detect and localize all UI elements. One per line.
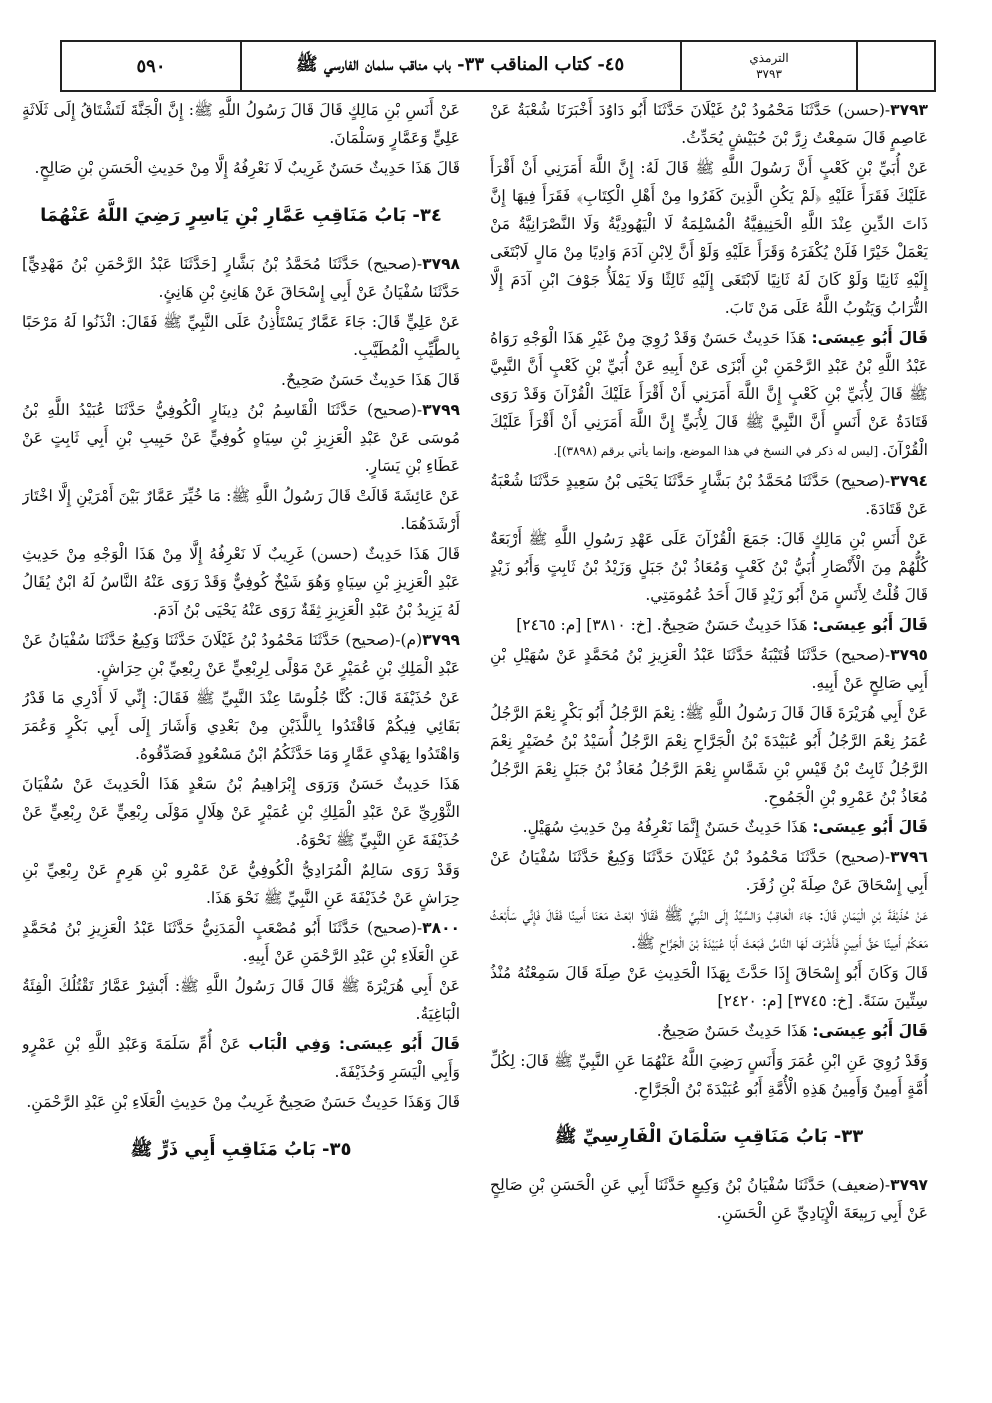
hadith-paragraph (490, 699, 928, 811)
left-column (22, 96, 460, 1386)
author-remark-label: قَالَ أَبُو عِيسَى: (812, 818, 928, 836)
hadith-paragraph (22, 684, 460, 768)
paragraph-text: -(صحيح) حَدَّثَنَا مُحَمَّدُ بْنُ بَشَّارٍ حَدَّثَنَا يَحْيَى بْنُ سَعِيدٍ حَدَّثَنَا شُعْبَةُ عَنْ قَتَادَةَ. (490, 472, 928, 518)
right-column (490, 96, 928, 1386)
hadith-number: ٣٧٩٦ (890, 848, 928, 866)
hadith-number: ٣٧٩٨ (422, 255, 460, 273)
author-remark-label: قَالَ أَبُو عِيسَى: (812, 1022, 928, 1040)
header-divider (856, 42, 858, 90)
hadith-isnad (22, 914, 460, 970)
hadith-isnad (22, 250, 460, 306)
paragraph-text: هَذَا حَدِيثٌ حَسَنٌ صَحِيحٌ. (656, 1022, 813, 1040)
paragraph-text: عَنْ أَنَسِ بْنِ مَالِكٍ قَالَ: جَمَعَ الْقُرْآنَ عَلَى عَهْدِ رَسُولِ اللَّهِ ﷺ أَرْبَعَةٌ كُلُّهُمْ مِنَ الْأَنْصَارِ أُبَيُّ بْنُ كَعْبٍ وَمُعَاذُ بْنُ جَبَلٍ وَزَيْدُ بْنُ ثَابِتٍ وَأَبُو زَيْدٍ قَالَ قُلْتُ لِأَنَسٍ مَنْ أَبُو زَيْدٍ قَالَ أَحَدُ عُمُومَتِي. (490, 530, 928, 604)
paragraph-text: -(صحيح) حَدَّثَنَا الْقَاسِمُ بْنُ دِينَارٍ الْكُوفِيُّ حَدَّثَنَا عُبَيْدُ اللَّهِ بْنُ مُوسَى عَنْ عَبْدِ الْعَزِيزِ بْنِ سِيَاهٍ كُوفِيٍّ عَنْ حَبِيبِ بْنِ أَبِي ثَابِتٍ عَنْ عَطَاءِ بْنِ يَسَارٍ. (22, 401, 460, 475)
hadith-isnad (22, 626, 460, 682)
hadith-isnad (490, 96, 928, 152)
hadith-paragraph (22, 366, 460, 394)
paragraph-text: عَنْ أُبَيِّ بْنِ كَعْبٍ أَنَّ رَسُولَ اللَّهِ ﷺ قَالَ لَهُ: إِنَّ اللَّهَ أَمَرَنِي أَنْ أَقْرَأَ عَلَيْكَ فَقَرَأَ عَلَيْهِ ﴿لَمْ يَكُنِ الَّذِينَ كَفَرُوا مِنْ أَهْلِ الْكِتَابِ﴾ فَقَرَأَ فِيهَا إِنَّ ذَاتَ الدِّينِ عِنْدَ اللَّهِ الْحَنِيفِيَّةُ الْمُسْلِمَةُ لَا الْيَهُودِيَّةُ وَلَا النَّصْرَانِيَّةُ مَنْ يَعْمَلْ خَيْرًا فَلَنْ يُكْفَرَهُ وَقَرَأَ عَلَيْهِ وَلَوْ أَنَّ لِابْنِ آدَمَ وَادِيًا مِنْ مَالٍ لَابْتَغَى إِلَيْهِ ثَانِيًا وَلَوْ كَانَ لَهُ ثَانِيًا لَابْتَغَى إِلَيْهِ ثَالِثًا وَلَا يَمْلَأُ جَوْفَ ابْنِ آدَمَ إِلَّا التُّرَابُ وَيَتُوبُ اللَّهُ عَلَى مَنْ تَابَ. (490, 159, 928, 317)
paragraph-text: عَنْ حُذَيْفَةَ قَالَ: كُنَّا جُلُوسًا عِنْدَ النَّبِيِّ ﷺ فَقَالَ: إِنِّي لَا أَدْرِي مَا قَدْرُ بَقَائِي فِيكُمْ فَاقْتَدُوا بِاللَّذَيْنِ مِنْ بَعْدِي وَأَشَارَ إِلَى أَبِي بَكْرٍ وَعُمَرَ وَاهْتَدُوا بِهَدْيِ عَمَّارٍ وَمَا حَدَّثَكُمُ ابْنُ مَسْعُودٍ فَصَدِّقُوهُ. (22, 689, 460, 763)
hadith-paragraph (490, 525, 928, 609)
hadith-paragraph (22, 154, 460, 182)
header-ref-number: ٣٧٩٣ (756, 67, 782, 81)
commentary-paragraph (490, 324, 928, 465)
hadith-number: ٣٧٩٧ (890, 1176, 928, 1194)
hadith-number: ٣٧٩٩ (422, 631, 460, 649)
hadith-isnad (490, 641, 928, 697)
paragraph-text: -(صحيح) حَدَّثَنَا قُتَيْبَةُ حَدَّثَنَا عَبْدُ الْعَزِيزِ بْنُ مُحَمَّدٍ عَنْ سُهَيْلِ بْنِ أَبِي صَالِحٍ عَنْ أَبِيهِ. (490, 646, 928, 692)
paragraph-text: عَنْ حُذَيْفَةَ بْنِ الْيَمَانِ قَالَ: جَاءَ الْعَاقِبُ وَالسَّيِّدُ إِلَى النَّبِيِّ ﷺ فَقَالَا ابْعَثْ مَعَنَا أَمِينًا فَقَالَ فَإِنِّي سَأَبْعَثُ مَعَكُمْ أَمِينًا حَقَّ أَمِينٍ فَأَشْرَفَ لَهَا النَّاسُ فَبَعَثَ أَبَا عُبَيْدَةَ بْنَ الْجَرَّاحِ ﷺ. (490, 906, 928, 952)
paragraph-text: -(صحيح) حَدَّثَنَا مَحْمُودُ بْنُ غَيْلَانَ حَدَّثَنَا وَكِيعٌ حَدَّثَنَا سُفْيَانُ عَنْ أَبِي إِسْحَاقَ عَنْ صِلَةَ بْنِ زُفَرَ. (490, 848, 928, 894)
hadith-isnad (490, 1171, 928, 1227)
hadith-paragraph (22, 1088, 460, 1116)
header-empty-cell (858, 42, 934, 90)
hadith-isnad (490, 467, 928, 523)
paragraph-text: -(صحيح) حَدَّثَنَا أَبُو مُصْعَبٍ الْمَدَنِيُّ حَدَّثَنَا عَبْدُ الْعَزِيزِ بْنُ مُحَمَّدٍ عَنِ الْعَلَاءِ بْنِ عَبْدِ الرَّحْمَنِ عَنْ أَبِيهِ. (22, 919, 460, 965)
section-heading: ٣٣- بَابُ مَنَاقِبِ سَلْمَانَ الْفَارِسِيِّ ﷺ (554, 1126, 864, 1147)
paragraph-text: عَنْ أَبِي هُرَيْرَةَ ﷺ قَالَ قَالَ رَسُولُ اللَّهِ ﷺ: أَبْشِرْ عَمَّارُ تَقْتُلُكَ الْفِئَةُ الْبَاغِيَةُ. (22, 977, 460, 1023)
paragraph-text: -(ضعيف) حَدَّثَنَا سُفْيَانُ بْنُ وَكِيعٍ حَدَّثَنَا أَبِي عَنِ الْحَسَنِ بْنِ صَالِحٍ عَنْ أَبِي رَبِيعَةَ الْإِيَادِيِّ عَنِ الْحَسَنِ. (490, 1176, 928, 1222)
author-remark-label: قَالَ أَبُو عِيسَى: وَفِي الْبَاب (248, 1035, 460, 1053)
header-divider (680, 42, 682, 90)
hadith-paragraph (22, 972, 460, 1028)
paragraph-text: هَذَا حَدِيثٌ حَسَنٌ إِنَّمَا نَعْرِفُهُ مِنْ حَدِيثِ سُهَيْلٍ. (522, 818, 813, 836)
editor-note: [ليس له ذكر في النسخ في هذا الموضع، وإنما يأتي برقم (٣٨٩٨)]. (553, 444, 882, 458)
hadith-paragraph (22, 96, 460, 152)
paragraph-text: قَالَ هَذَا حَدِيثٌ حَسَنٌ صَحِيحٌ. (281, 371, 460, 389)
commentary-paragraph (490, 813, 928, 841)
hadith-paragraph (490, 901, 928, 957)
commentary-paragraph (490, 611, 928, 639)
hadith-number: ٣٧٩٤ (890, 472, 928, 490)
paragraph-text: عَنْ أَبِي هُرَيْرَةَ قَالَ قَالَ رَسُولُ اللَّهِ ﷺ: نِعْمَ الرَّجُلُ أَبُو بَكْرٍ نِعْمَ الرَّجُلُ عُمَرُ نِعْمَ الرَّجُلُ أَبُو عُبَيْدَةَ بْنُ الْجَرَّاحِ نِعْمَ الرَّجُلُ أُسَيْدُ بْنُ حُضَيْرٍ نِعْمَ الرَّجُلُ ثَابِتُ بْنُ قَيْسِ بْنِ شَمَّاسٍ نِعْمَ الرَّجُلُ مُعَاذُ بْنُ جَبَلٍ نِعْمَ الرَّجُلُ مُعَاذُ بْنُ عَمْرِو بْنِ الْجَمُوحِ. (490, 704, 928, 806)
header-divider (240, 42, 242, 90)
author-remark-label: قَالَ أَبُو عِيسَى: (812, 616, 928, 634)
paragraph-text: عَنْ أَنَسِ بْنِ مَالِكٍ قَالَ قَالَ رَسُولُ اللَّهِ ﷺ: إِنَّ الْجَنَّةَ لَتَشْتَاقُ إِلَى ثَلَاثَةٍ عَلِيٍّ وَعَمَّارٍ وَسَلْمَانَ. (22, 101, 460, 147)
paragraph-text: قَالَ هَذَا حَدِيثٌ (حسن) غَرِيبٌ لَا نَعْرِفُهُ إِلَّا مِنْ هَذَا الْوَجْهِ مِنْ حَدِيثِ عَبْدِ الْعَزِيزِ بْنِ سِيَاهٍ وَهُوَ شَيْخٌ كُوفِيٌّ وَقَدْ رَوَى عَنْهُ النَّاسُ لَهُ ابْنٌ يُقَالُ لَهُ يَزِيدُ بْنُ عَبْدِ الْعَزِيزِ ثِقَةٌ رَوَى عَنْهُ يَحْيَى بْنُ آدَمَ. (22, 545, 460, 619)
hadith-isnad (22, 396, 460, 480)
header-title: ٤٥- كتاب المناقب ٣٣- باب مناقب سلمان الفارسي ﷺ (295, 54, 625, 75)
paragraph-text: عَنْ أُمِّ سَلَمَةَ وَعَبْدِ اللَّهِ بْنِ عَمْرٍو وَأَبِي الْيَسَرِ وَحُذَيْفَةَ. (22, 1035, 460, 1081)
hadith-number: ٣٧٩٣ (890, 101, 928, 119)
hadith-paragraph (490, 1047, 928, 1103)
hadith-paragraph (22, 770, 460, 854)
page-header (60, 40, 936, 92)
hadith-paragraph (490, 959, 928, 1015)
paragraph-text: -(صحيح) حَدَّثَنَا مُحَمَّدُ بْنُ بَشَّارٍ [حَدَّثَنَا عَبْدُ الرَّحْمَنِ بْنُ مَهْدِيٍّ] حَدَّثَنَا سُفْيَانُ عَنْ أَبِي إِسْحَاقَ عَنْ هَانِئِ بْنِ هَانِئٍ. (22, 255, 460, 301)
paragraph-text: -(حسن) حَدَّثَنَا مَحْمُودُ بْنُ غَيْلَانَ حَدَّثَنَا أَبُو دَاوُدَ أَخْبَرَنَا شُعْبَةُ عَنْ عَاصِمٍ قَالَ سَمِعْتُ زِرَّ بْنَ حُبَيْشٍ يُحَدِّثُ. (490, 101, 928, 147)
commentary-paragraph (22, 1030, 460, 1086)
hadith-number: ٣٨٠٠ (422, 919, 460, 937)
section-heading: ٣٤- بَابُ مَنَاقِبِ عَمَّارِ بْنِ يَاسِرٍ رَضِيَ اللَّهُ عَنْهُمَا (40, 205, 442, 226)
paragraph-text: هَذَا حَدِيثٌ حَسَنٌ وَرَوَى إِبْرَاهِيمُ بْنُ سَعْدٍ هَذَا الْحَدِيثَ عَنْ سُفْيَانَ الثَّوْرِيِّ عَنْ عَبْدِ الْمَلِكِ بْنِ عُمَيْرٍ عَنْ هِلَالٍ مَوْلَى رِبْعِيٍّ عَنْ رِبْعِيٍّ عَنْ حُذَيْفَةَ عَنِ النَّبِيِّ ﷺ نَحْوَهُ. (22, 775, 460, 849)
hadith-number: ٣٧٩٥ (890, 646, 928, 664)
paragraph-text: قَالَ هَذَا حَدِيثٌ حَسَنٌ غَرِيبٌ لَا نَعْرِفُهُ إِلَّا مِنْ حَدِيثِ الْحَسَنِ بْنِ صَالِحٍ. (34, 159, 460, 177)
hadith-paragraph (22, 482, 460, 538)
section-heading: ٣٥- بَابُ مَنَاقِبِ أَبِي ذَرٍّ ﷺ (130, 1139, 352, 1160)
header-ref-book: الترمذي (749, 51, 789, 65)
paragraph-text: عَنْ عَلِيٍّ قَالَ: جَاءَ عَمَّارٌ يَسْتَأْذِنُ عَلَى النَّبِيِّ ﷺ فَقَالَ: ائْذَنُوا لَهُ مَرْحَبًا بِالطَّيِّبِ الْمُطَيَّبِ. (22, 313, 460, 359)
hadith-paragraph (22, 540, 460, 624)
author-remark-label: قَالَ أَبُو عِيسَى: (811, 329, 928, 347)
hadith-paragraph (22, 856, 460, 912)
header-reference (682, 42, 856, 90)
hadith-paragraph (490, 154, 928, 322)
hadith-number: ٣٧٩٩ (422, 401, 460, 419)
paragraph-text: هَذَا حَدِيثٌ حَسَنٌ صَحِيحٌ. [خ: ٣٨١٠] [م: ٢٤٦٥] (516, 616, 813, 634)
commentary-paragraph (490, 1017, 928, 1045)
paragraph-text: هَذَا حَدِيثٌ حَسَنٌ وَقَدْ رُوِيَ مِنْ غَيْرِ هَذَا الْوَجْهِ رَوَاهُ عَبْدُ اللَّهِ بْنُ عَبْدِ الرَّحْمَنِ بْنِ أَبْزَى عَنْ أَبِيهِ عَنْ أُبَيِّ بْنِ كَعْبٍ أَنَّ النَّبِيَّ ﷺ قَالَ لِأُبَيِّ بْنِ كَعْبٍ إِنَّ اللَّهَ أَمَرَنِي أَنْ أَقْرَأَ عَلَيْكَ الْقُرْآنَ وَقَدْ رَوَى قَتَادَةُ عَنْ أَنَسٍ أَنَّ النَّبِيَّ ﷺ قَالَ لِأُبَيٍّ إِنَّ اللَّهَ أَمَرَنِي أَنْ أَقْرَأَ عَلَيْكَ الْقُرْآنَ. (490, 329, 928, 459)
paragraph-text: عَنْ عَائِشَةَ قَالَتْ قَالَ رَسُولُ اللَّهِ ﷺ: مَا خُيِّرَ عَمَّارٌ بَيْنَ أَمْرَيْنِ إِلَّا اخْتَارَ أَرْشَدَهُمَا. (22, 487, 460, 533)
hadith-paragraph (22, 308, 460, 364)
paragraph-text: (م)-(صحيح) حَدَّثَنَا مَحْمُودُ بْنُ غَيْلَانَ حَدَّثَنَا وَكِيعٌ حَدَّثَنَا سُفْيَانُ عَنْ عَبْدِ الْمَلِكِ بْنِ عُمَيْرٍ عَنْ مَوْلًى لِرِبْعِيٍّ عَنْ رِبْعِيِّ بْنِ حِرَاشٍ. (22, 631, 460, 677)
page-number: ٥٩٠ (136, 55, 166, 77)
paragraph-text: قَالَ وَكَانَ أَبُو إِسْحَاقَ إِذَا حَدَّثَ بِهَذَا الْحَدِيثِ عَنْ صِلَةَ قَالَ سَمِعْتُهُ مُنْذُ سِتِّينَ سَنَةً. [خ: ٣٧٤٥] [م: ٢٤٢٠] (490, 964, 928, 1010)
paragraph-text: وَقَدْ رُوِيَ عَنِ ابْنِ عُمَرَ وَأَنَسٍ رَضِيَ اللَّهُ عَنْهُمَا عَنِ النَّبِيِّ ﷺ قَالَ: لِكُلِّ أُمَّةٍ أَمِينٌ وَأَمِينُ هَذِهِ الْأُمَّةِ أَبُو عُبَيْدَةَ بْنُ الْجَرَّاحِ. (490, 1052, 928, 1098)
paragraph-text: وَقَدْ رَوَى سَالِمٌ الْمُرَادِيُّ الْكُوفِيُّ عَنْ عَمْرِو بْنِ هَرِمٍ عَنْ رِبْعِيِّ بْنِ حِرَاشٍ عَنْ حُذَيْفَةَ عَنِ النَّبِيِّ ﷺ نَحْوَ هَذَا. (22, 861, 460, 907)
hadith-isnad (490, 843, 928, 899)
paragraph-text: قَالَ وَهَذَا حَدِيثٌ حَسَنٌ صَحِيحٌ غَرِيبٌ مِنْ حَدِيثِ الْعَلَاءِ بْنِ عَبْدِ الرَّحْمَنِ. (26, 1093, 460, 1111)
